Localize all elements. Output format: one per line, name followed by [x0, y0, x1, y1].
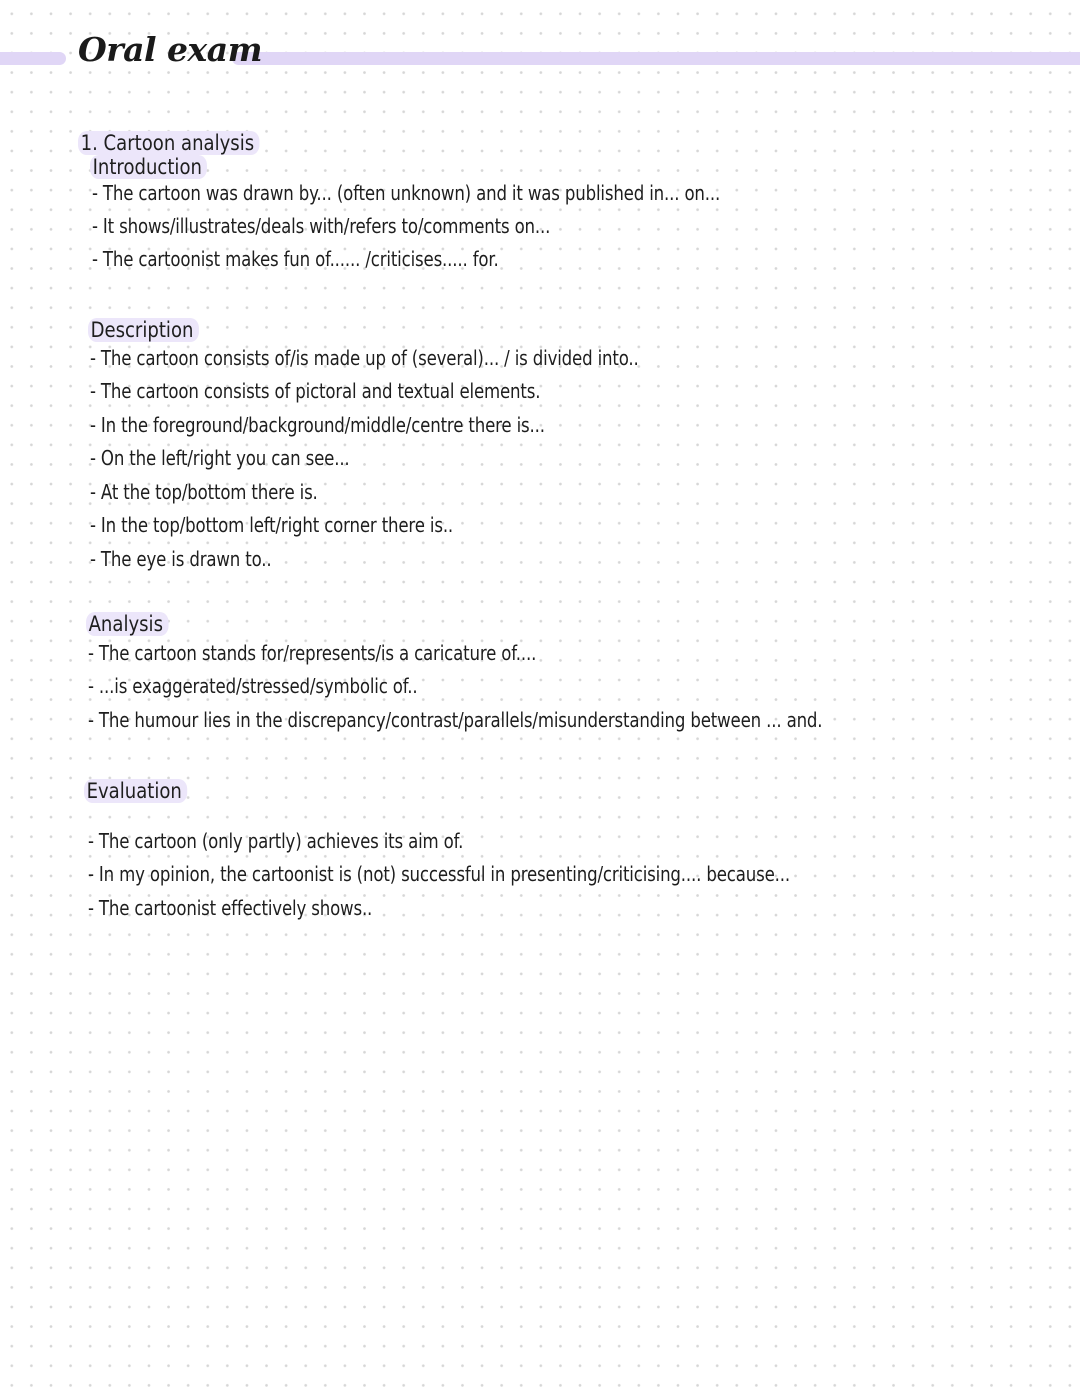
section-heading-introduction — [90, 154, 214, 180]
section-heading-cartoon-analysis — [78, 130, 266, 156]
evaluation-line: - In my opinion, the cartoonist is (not) successful in presenting/criticising.... because... — [88, 862, 790, 886]
title-underline-left — [0, 52, 66, 65]
evaluation-line: - The cartoon (only partly) achieves its aim of. — [88, 829, 464, 853]
page-title: Oral exam — [78, 30, 263, 69]
analysis-line: - The cartoon stands for/represents/is a caricature of.... — [88, 641, 537, 665]
description-line: - The eye is drawn to.. — [90, 547, 272, 571]
description-line: - In the foreground/background/middle/centre there is... — [90, 413, 545, 437]
introduction-line: - It shows/illustrates/deals with/refers to/comments on... — [92, 214, 551, 238]
description-line: - On the left/right you can see... — [90, 446, 350, 470]
introduction-line: - The cartoonist makes fun of...... /criticises..... for. — [92, 247, 499, 271]
evaluation-line: - The cartoonist effectively shows.. — [88, 896, 373, 920]
evaluation-heading-text: Evaluation — [84, 779, 187, 803]
introduction-line: - The cartoon was drawn by... (often unknown) and it was published in... on... — [92, 181, 721, 205]
description-line: - The cartoon consists of/is made up of (several)... / is divided into.. — [90, 346, 639, 370]
analysis-line: - The humour lies in the discrepancy/contrast/parallels/misunderstanding between ... and. — [88, 708, 823, 732]
title-underline-right — [232, 52, 1080, 65]
section-heading-evaluation — [84, 778, 194, 804]
section-heading-description — [88, 317, 205, 343]
analysis-heading-text: Analysis — [86, 612, 168, 636]
description-line: - The cartoon consists of pictoral and textual elements. — [90, 379, 541, 403]
description-heading-text: Description — [88, 318, 199, 342]
introduction-heading-text: Introduction — [90, 155, 207, 179]
description-line: - In the top/bottom left/right corner there is.. — [90, 513, 454, 537]
section-heading-analysis — [86, 611, 175, 637]
description-line: - At the top/bottom there is. — [90, 480, 318, 504]
analysis-line: - ...is exaggerated/stressed/symbolic of.. — [88, 674, 418, 698]
cartoon-analysis-heading-text: 1. Cartoon analysis — [78, 131, 259, 155]
